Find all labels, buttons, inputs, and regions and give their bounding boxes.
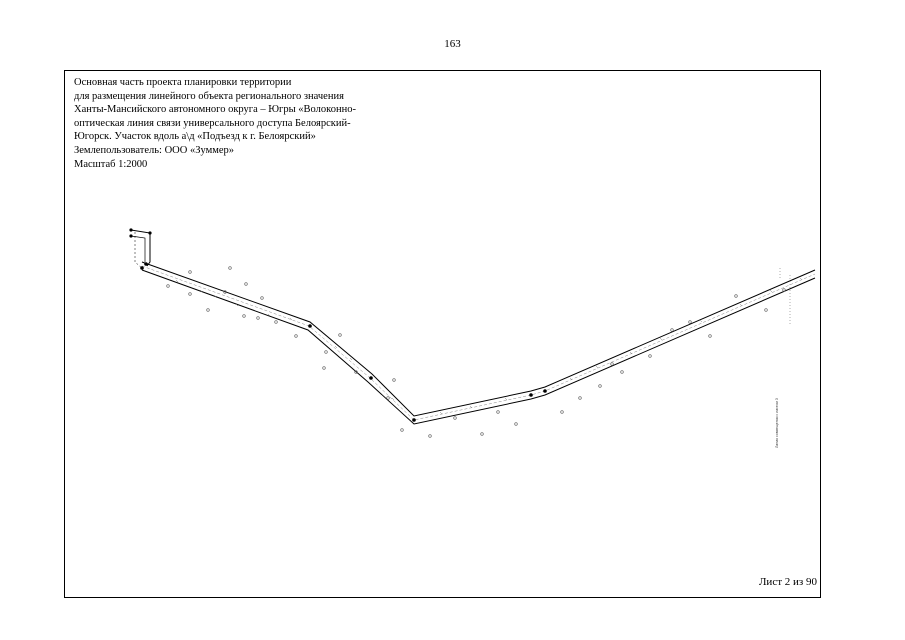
route-corridor	[142, 262, 815, 424]
title-line-4: оптическая линия связи универсального доступа Белоярский-	[74, 117, 351, 129]
route-ticks	[176, 278, 802, 414]
title-line-3: Ханты-Мансийского автономного округа – Югры «Волоконно-	[74, 104, 356, 116]
land-user-line: Землепользователь: ООО «Зуммер»	[74, 144, 235, 156]
scale-line: Масштаб 1:2000	[74, 158, 148, 170]
sheet-label: Лист 2 из 90	[758, 576, 817, 588]
survey-markers	[167, 267, 786, 438]
turning-point	[412, 418, 416, 422]
turning-points	[129, 228, 546, 421]
turning-point	[529, 393, 533, 397]
turning-point	[129, 228, 132, 231]
turning-point	[129, 234, 132, 237]
turning-point	[369, 376, 373, 380]
title-line-1: Основная часть проекта планировки территории	[74, 77, 292, 88]
turning-point	[148, 231, 151, 234]
turning-point	[543, 389, 547, 393]
match-line-note: Линия совмещения с листом 3	[775, 398, 779, 448]
turning-point	[140, 266, 144, 270]
turning-point	[308, 324, 312, 328]
title-line-2: для размещения линейного объекта регионального значения	[74, 90, 344, 102]
turning-point	[144, 262, 148, 266]
title-line-5: Югорск. Участок вдоль а\д «Подъезд к г. Белоярский»	[74, 131, 316, 143]
route-spur	[131, 230, 150, 268]
page-number: 163	[444, 38, 461, 50]
